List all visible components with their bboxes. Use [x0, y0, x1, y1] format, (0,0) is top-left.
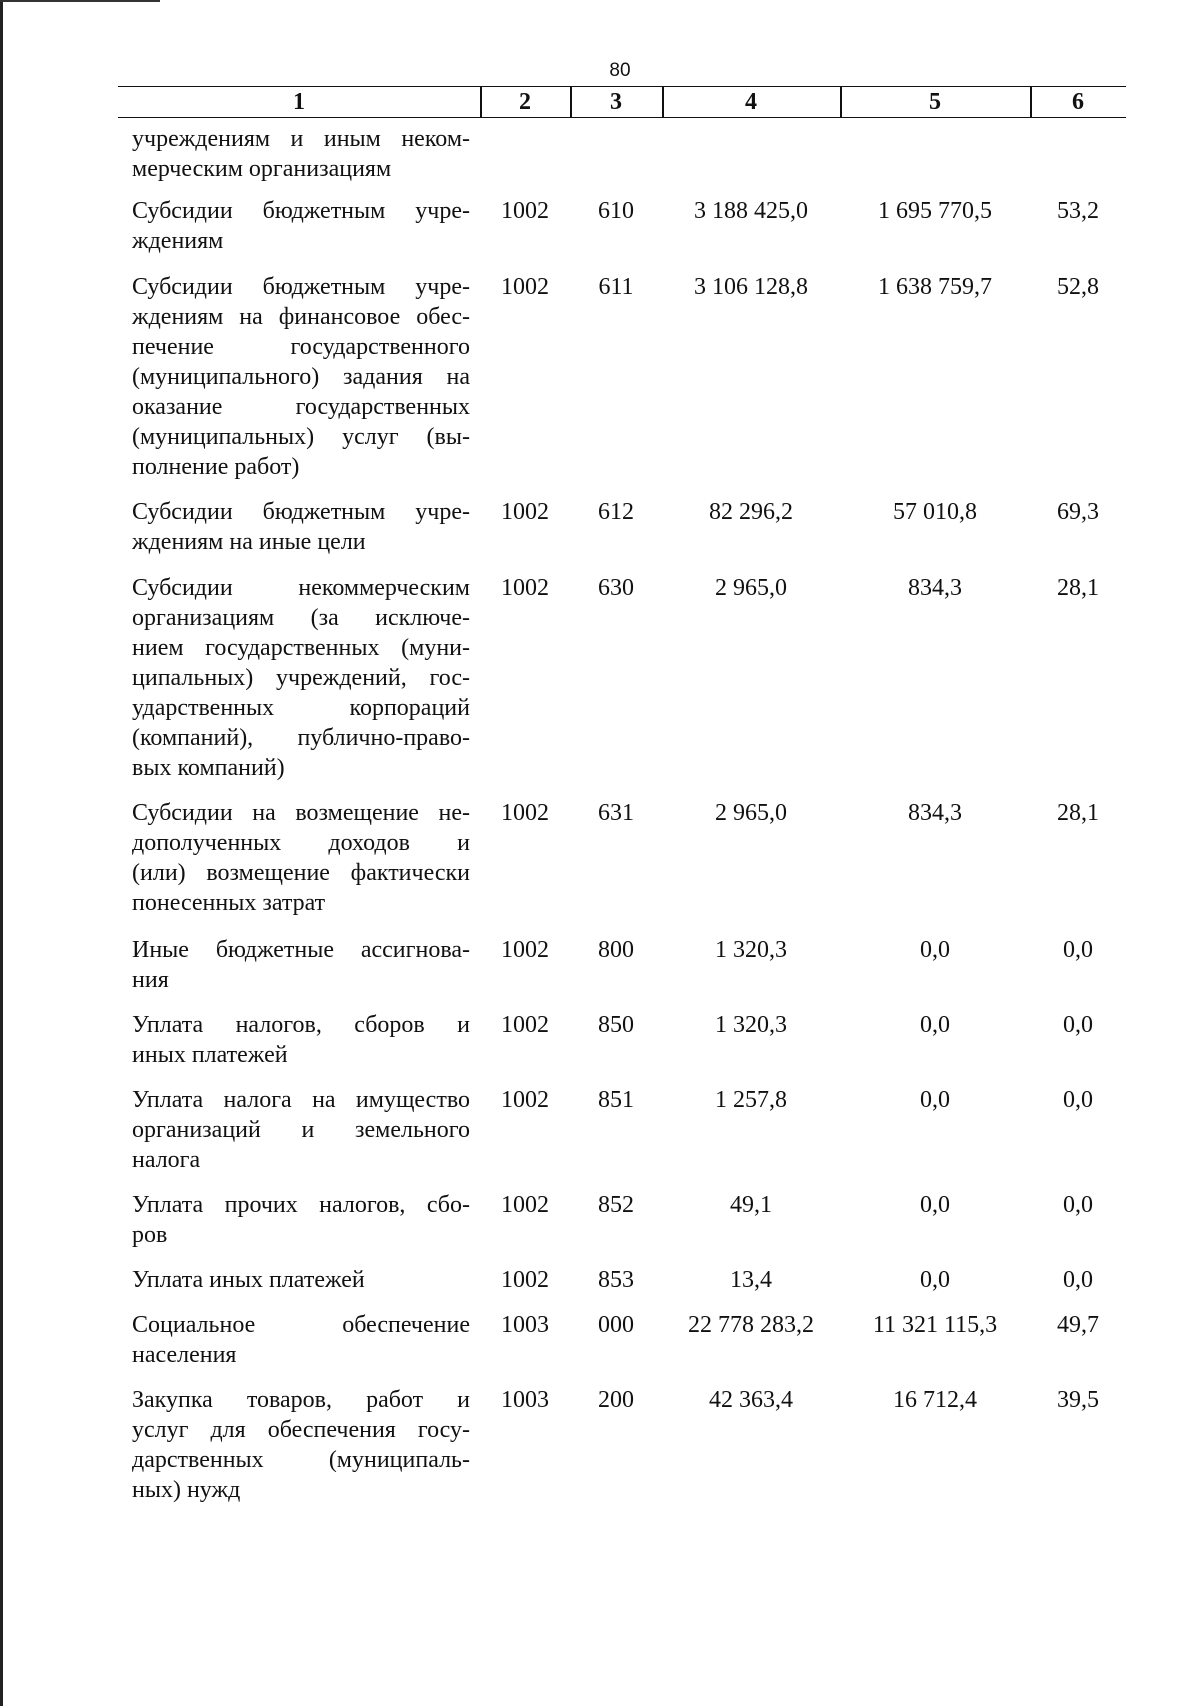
- row-c4: 22 778 283,2: [688, 1312, 814, 1338]
- row-name: [132, 272, 470, 482]
- row-name: [132, 935, 470, 995]
- row-name: [132, 798, 470, 918]
- row-name-line: ждениям на иные цели: [132, 529, 366, 555]
- row-name-line: (муниципального) задания на: [132, 364, 470, 390]
- row-c3: 852: [598, 1192, 634, 1218]
- row-c6: 49,7: [1057, 1312, 1099, 1338]
- row-c2: 1002: [501, 274, 549, 300]
- row-c2: 1002: [501, 937, 549, 963]
- row-name-line: иных платежей: [132, 1042, 288, 1068]
- row-c5: 834,3: [908, 800, 962, 826]
- row-c6: 52,8: [1057, 274, 1099, 300]
- row-name: [132, 573, 470, 783]
- row-c2: 1003: [501, 1387, 549, 1413]
- row-c3: 200: [598, 1387, 634, 1413]
- row-name-line: услуг для обеспечения госу-: [132, 1417, 470, 1443]
- row-c6: 53,2: [1057, 198, 1099, 224]
- row-c5: 1 638 759,7: [878, 274, 992, 300]
- row-name-line: учреждениям и иным неком-: [132, 126, 470, 152]
- row-name-line: печение государственного: [132, 334, 470, 360]
- table-header: [118, 86, 1126, 118]
- header-col-6: 6: [1072, 89, 1084, 115]
- row-c5: 1 695 770,5: [878, 198, 992, 224]
- row-name-line: ударственных корпораций: [132, 695, 470, 721]
- row-c3: 851: [598, 1087, 634, 1113]
- row-c3: 630: [598, 575, 634, 601]
- row-c2: 1002: [501, 1012, 549, 1038]
- row-c2: 1002: [501, 499, 549, 525]
- row-name-line: Уплата налогов, сборов и: [132, 1012, 470, 1038]
- row-c6: 0,0: [1063, 1192, 1093, 1218]
- row-name-line: полнение работ): [132, 454, 300, 480]
- row-name-line: населения: [132, 1342, 237, 1368]
- row-c6: 0,0: [1063, 937, 1093, 963]
- row-c3: 611: [598, 274, 634, 300]
- row-name: [132, 497, 470, 557]
- row-c4: 49,1: [730, 1192, 772, 1218]
- row-name-line: (или) возмещение фактически: [132, 860, 470, 886]
- row-c6: 39,5: [1057, 1387, 1099, 1413]
- row-c3: 631: [598, 800, 634, 826]
- row-c2: 1002: [501, 575, 549, 601]
- row-c3: 610: [598, 198, 634, 224]
- row-c6: 0,0: [1063, 1267, 1093, 1293]
- row-c6: 28,1: [1057, 800, 1099, 826]
- row-name-line: Субсидии бюджетным учре-: [132, 198, 470, 224]
- row-name-line: Уплата иных платежей: [132, 1267, 365, 1293]
- row-c5: 0,0: [920, 1012, 950, 1038]
- row-c5: 0,0: [920, 937, 950, 963]
- row-c2: 1002: [501, 198, 549, 224]
- row-c2: 1002: [501, 800, 549, 826]
- row-name: [132, 1385, 470, 1505]
- row-name-line: Субсидии бюджетным учре-: [132, 274, 470, 300]
- row-c4: 2 965,0: [715, 575, 787, 601]
- row-name-line: Закупка товаров, работ и: [132, 1387, 470, 1413]
- row-c5: 0,0: [920, 1267, 950, 1293]
- row-c5: 0,0: [920, 1192, 950, 1218]
- row-name: [132, 124, 470, 184]
- row-name: [132, 1190, 470, 1250]
- row-c4: 42 363,4: [709, 1387, 793, 1413]
- row-c6: 28,1: [1057, 575, 1099, 601]
- row-c4: 2 965,0: [715, 800, 787, 826]
- row-c4: 1 320,3: [715, 1012, 787, 1038]
- row-c4: 1 320,3: [715, 937, 787, 963]
- row-name-line: Субсидии на возмещение не-: [132, 800, 470, 826]
- row-name-line: понесенных затрат: [132, 890, 326, 916]
- row-c3: 853: [598, 1267, 634, 1293]
- row-name-line: Социальное обеспечение: [132, 1312, 470, 1338]
- header-col-2: 2: [519, 89, 531, 115]
- row-c2: 1002: [501, 1087, 549, 1113]
- row-name-line: Иные бюджетные ассигнова-: [132, 937, 470, 963]
- page-number: 80: [609, 60, 631, 81]
- row-c2: 1002: [501, 1192, 549, 1218]
- row-c2: 1003: [501, 1312, 549, 1338]
- row-name-line: налога: [132, 1147, 201, 1173]
- row-name-line: нием государственных (муни-: [132, 635, 470, 661]
- row-c5: 16 712,4: [893, 1387, 977, 1413]
- header-col-4: 4: [745, 89, 757, 115]
- row-name-line: Субсидии бюджетным учре-: [132, 499, 470, 525]
- row-name: [132, 1265, 470, 1295]
- row-c4: 3 188 425,0: [694, 198, 808, 224]
- scan-top-line: [0, 0, 160, 2]
- row-name-line: Уплата прочих налогов, сбо-: [132, 1192, 470, 1218]
- row-c3: 800: [598, 937, 634, 963]
- row-c4: 13,4: [730, 1267, 772, 1293]
- row-c5: 11 321 115,3: [872, 1312, 998, 1338]
- row-c2: 1002: [501, 1267, 549, 1293]
- row-name: [132, 1310, 470, 1370]
- row-name-line: Уплата налога на имущество: [132, 1087, 470, 1113]
- row-name-line: дополученных доходов и: [132, 830, 470, 856]
- row-name-line: мерческим организациям: [132, 156, 392, 182]
- row-name: [132, 1010, 470, 1070]
- row-name-line: ров: [132, 1222, 168, 1248]
- row-c4: 3 106 128,8: [694, 274, 808, 300]
- row-name-line: дарственных (муниципаль-: [132, 1447, 470, 1473]
- row-name-line: организациям (за исключе-: [132, 605, 470, 631]
- row-c4: 1 257,8: [715, 1087, 787, 1113]
- row-c5: 0,0: [920, 1087, 950, 1113]
- row-name-line: (муниципальных) услуг (вы-: [132, 424, 470, 450]
- row-c5: 834,3: [908, 575, 962, 601]
- row-c6: 0,0: [1063, 1087, 1093, 1113]
- row-c3: 000: [598, 1312, 634, 1338]
- row-name-line: ждениям на финансовое обес-: [132, 304, 470, 330]
- header-col-5: 5: [929, 89, 941, 115]
- row-c3: 850: [598, 1012, 634, 1038]
- row-name-line: ных) нужд: [132, 1477, 241, 1503]
- row-c5: 57 010,8: [893, 499, 977, 525]
- row-name-line: Субсидии некоммерческим: [132, 575, 470, 601]
- row-c6: 0,0: [1063, 1012, 1093, 1038]
- row-name: [132, 196, 470, 256]
- scan-edge-line: [0, 0, 3, 1706]
- row-name-line: ния: [132, 967, 169, 993]
- row-name-line: вых компаний): [132, 755, 285, 781]
- row-name: [132, 1085, 470, 1175]
- row-name-line: (компаний), публично-право-: [132, 725, 470, 751]
- header-col-1: 1: [293, 89, 305, 115]
- header-col-3: 3: [610, 89, 622, 115]
- row-name-line: ципальных) учреждений, гос-: [132, 665, 470, 691]
- row-c4: 82 296,2: [709, 499, 793, 525]
- row-name-line: организаций и земельного: [132, 1117, 470, 1143]
- row-name-line: оказание государственных: [132, 394, 470, 420]
- row-name-line: ждениям: [132, 228, 224, 254]
- row-c3: 612: [598, 499, 634, 525]
- row-c6: 69,3: [1057, 499, 1099, 525]
